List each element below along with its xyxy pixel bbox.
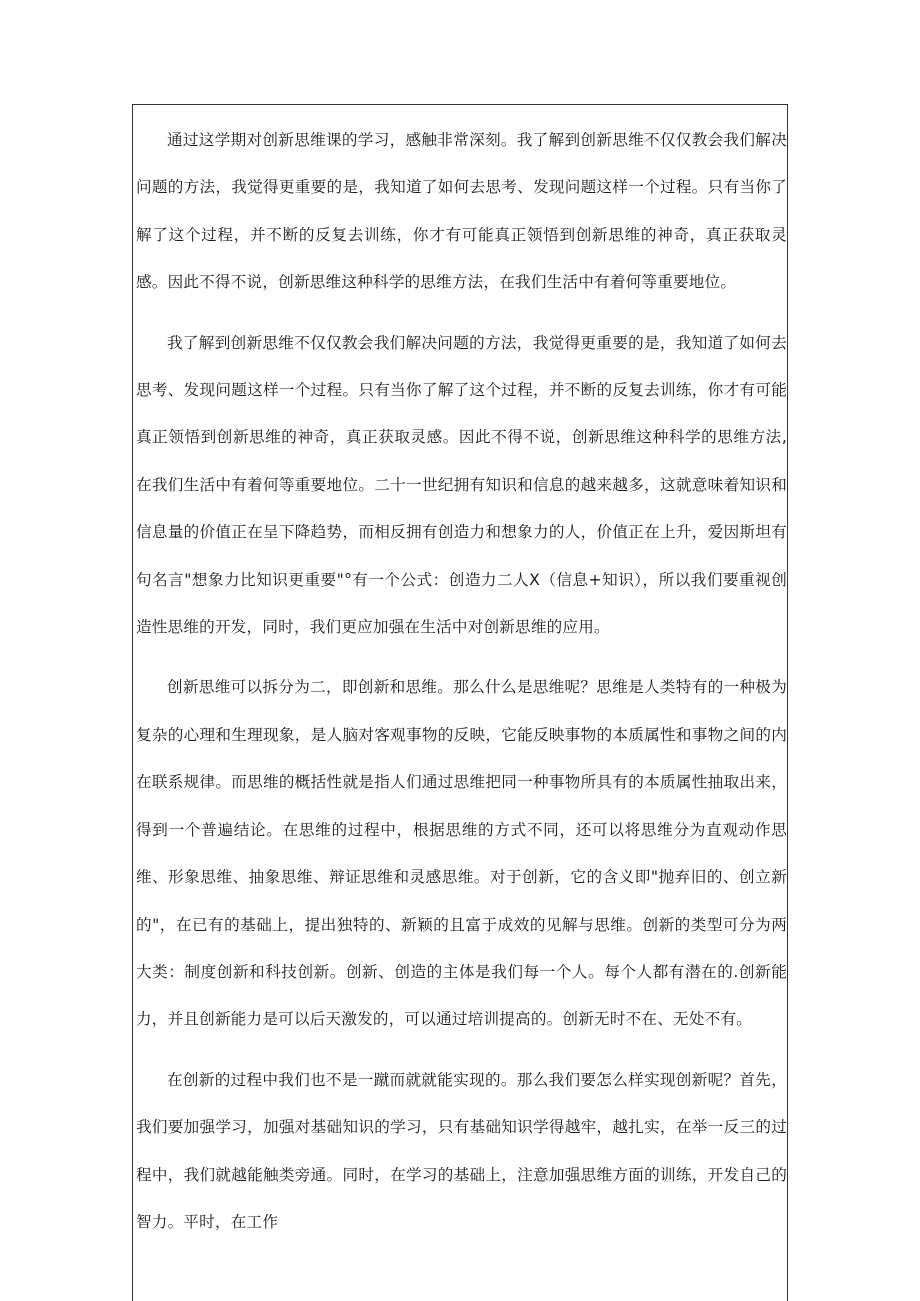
document-body <box>136 117 787 1259</box>
paragraph-2: 我了解到创新思维不仅仅教会我们解决问题的方法，我觉得更重要的是，我知道了如何去思考、发现问题这样一个过程。只有当你了解了这个过程，并不断的反复去训练，你才有可能真正领悟到创新思维的神奇，真正获取灵感。因此不得不说，创新思维这种科学的思维方法,在我们生活中有着何等重要地位。二十一世纪拥有知识和信息的越来越多，这就意味着知识和信息量的价值正在呈下降趋势，而相反拥有创造力和想象力的人，价值正在上升，爱因斯坦有句名言"想象力比知识更重要"°有一个公式：创造力二人X（信息+知识），所以我们要重视创造性思维的开发，同时，我们更应加强在生活中对创新思维的应用。 <box>136 333 787 637</box>
paragraph-3: 创新思维可以拆分为二，即创新和思维。那么什么是思维呢？思维是人类特有的一种极为复杂的心理和生理现象，是人脑对客观事物的反映，它能反映事物的本质属性和事物之间的内在联系规律。而思维的概括性就是指人们通过思维把同一种事物所具有的本质属性抽取出来，得到一个普遍结论。在思维的过程中，根据思维的方式不同，还可以将思维分为直观动作思维、形象思维、抽象思维、辩证思维和灵感思维。对于创新，它的含义即"抛弃旧的、创立新的"，在已有的基础上，提出独特的、新颖的且富于成效的见解与思维。创新的类型可分为两大类：制度创新和科技创新。创新、创造的主体是我们每一个人。每个人都有潜在的.创新能力，并且创新能力是可以后天激发的，可以通过培训提高的。创新无时不在、无处不有。 <box>136 678 787 1029</box>
paragraph-4: 在创新的过程中我们也不是一蹴而就就能实现的。那么我们要怎么样实现创新呢？首先，我们要加强学习，加强对基础知识的学习，只有基础知识学得越牢，越扎实，在举一反三的过程中，我们就越能触类旁通。同时，在学习的基础上，注意加强思维方面的训练，开发自己的智力。平时，在工作 <box>136 1070 787 1231</box>
paragraph-1: 通过这学期对创新思维课的学习，感触非常深刻。我了解到创新思维不仅仅教会我们解决问题的方法，我觉得更重要的是，我知道了如何去思考、发现问题这样一个过程。只有当你了解了这个过程，并不断的反复去训练，你才有可能真正领悟到创新思维的神奇，真正获取灵感。因此不得不说，创新思维这种科学的思维方法，在我们生活中有着何等重要地位。 <box>136 131 787 292</box>
